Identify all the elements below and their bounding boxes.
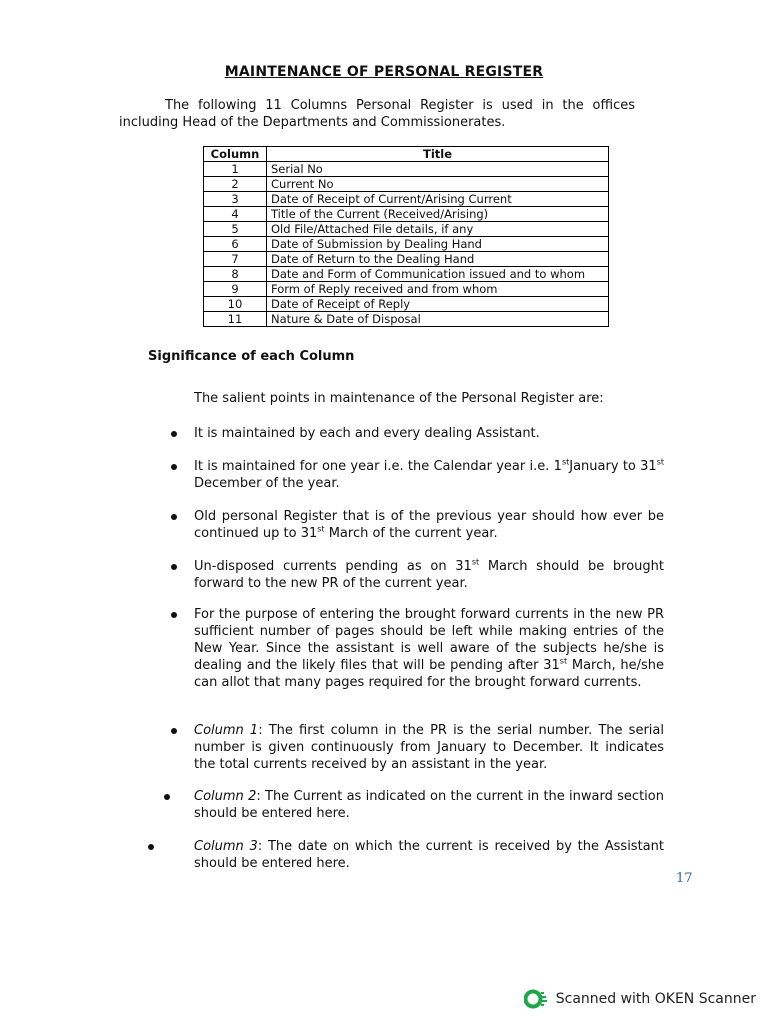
- bullet-text: It is maintained for one year i.e. the Calendar year i.e. 1: [194, 459, 562, 474]
- scanner-watermark: [524, 988, 756, 1010]
- superscript: st: [561, 457, 570, 467]
- column-label: Column 2: [194, 789, 257, 804]
- column-number: 8: [204, 267, 267, 282]
- bullet-text: Old personal Register that is of the previous year should how ever be continued up to 31: [194, 509, 664, 541]
- column-label: Column 3: [194, 839, 258, 854]
- column-title: Date of Return to the Dealing Hand: [267, 252, 609, 267]
- column-number: 4: [204, 207, 267, 222]
- bullet-text: : The date on which the current is received by the Assistant should be entered here.: [194, 839, 664, 871]
- superscript: st: [471, 557, 480, 567]
- column-number: 1: [204, 162, 267, 177]
- column-title: Serial No: [267, 162, 609, 177]
- bullet-text: It is maintained by each and every dealing Assistant.: [194, 426, 540, 441]
- bullet-dot: [171, 564, 177, 570]
- column-number: 7: [204, 252, 267, 267]
- column-number: 6: [204, 237, 267, 252]
- bullet-dot: [171, 464, 177, 470]
- bullet-item: [194, 838, 664, 872]
- column-title: Old File/Attached File details, if any: [267, 222, 609, 237]
- bullet-text: : The Current as indicated on the current in the inward section should be entered here.: [194, 789, 664, 821]
- superscript: st: [656, 457, 664, 467]
- bullet-item: [194, 425, 664, 442]
- scanner-text: Scanned with OKEN Scanner: [555, 991, 756, 1007]
- bullet-item: [194, 458, 664, 492]
- column-title: Date and Form of Communication issued and to whom: [267, 267, 609, 282]
- table-header-row: [204, 147, 609, 162]
- bullet-text: March of the current year.: [324, 526, 498, 541]
- bullet-dot: [171, 612, 177, 618]
- bullet-item: [194, 788, 664, 822]
- table-row: [204, 192, 609, 207]
- bullet-item: [194, 722, 664, 773]
- register-columns-table: [203, 146, 609, 327]
- bullet-dot: [171, 514, 177, 520]
- table-row: [204, 222, 609, 237]
- table-row: [204, 177, 609, 192]
- page-number: 17: [676, 871, 693, 886]
- bullet-text: March should be brought forward to the new PR of the current year.: [194, 559, 664, 591]
- superscript: st: [317, 524, 325, 534]
- column-title: Date of Receipt of Current/Arising Current: [267, 192, 609, 207]
- bullet-text: Un-disposed currents pending as on 31: [194, 559, 472, 574]
- lead-sentence: The salient points in maintenance of the Personal Register are:: [194, 391, 604, 406]
- superscript: st: [559, 656, 568, 666]
- section-heading: Significance of each Column: [148, 349, 355, 364]
- column-number: 9: [204, 282, 267, 297]
- bullet-dot: [171, 431, 177, 437]
- bullet-dot: [171, 728, 177, 734]
- title-header: Title: [267, 147, 609, 162]
- bullet-text: March, he/she can allot that many pages required for the brought forward currents.: [194, 658, 665, 690]
- bullet-text: January to 31: [569, 459, 657, 474]
- column-number: 10: [204, 297, 267, 312]
- page-title: MAINTENANCE OF PERSONAL REGISTER: [224, 64, 544, 80]
- column-title: Current No: [267, 177, 609, 192]
- column-number: 2: [204, 177, 267, 192]
- table-row: [204, 207, 609, 222]
- bullet-item: [194, 558, 664, 592]
- table-row: [204, 267, 609, 282]
- bullet-text: For the purpose of entering the brought forward currents in the new PR sufficient number of pages should be left while making entries of the New Year. Since the assistant is well aware of the subjects he/she is dealing and the likely files that will be pending after 31: [194, 607, 664, 673]
- column-header: Column: [204, 147, 267, 162]
- column-title: Title of the Current (Received/Arising): [267, 207, 609, 222]
- column-number: 3: [204, 192, 267, 207]
- column-number: 11: [204, 312, 267, 327]
- intro-paragraph: The following 11 Columns Personal Register is used in the offices including Head of the Departments and Commissionerates.: [119, 98, 635, 130]
- bullet-text: : The first column in the PR is the serial number. The serial number is given continuously from January to December. It indicates the total currents received by an assistant in the year.: [194, 723, 664, 772]
- table-row: [204, 162, 609, 177]
- table-row: [204, 252, 609, 267]
- bullet-item: [194, 606, 664, 691]
- bullet-dot: [148, 844, 154, 850]
- table-row: [204, 237, 609, 252]
- column-title: Nature & Date of Disposal: [267, 312, 609, 327]
- bullet-text: December of the year.: [194, 476, 340, 491]
- table-row: [204, 282, 609, 297]
- column-number: 5: [204, 222, 267, 237]
- column-title: Form of Reply received and from whom: [267, 282, 609, 297]
- table-row: [204, 312, 609, 327]
- table-row: [204, 297, 609, 312]
- bullet-item: [194, 508, 664, 542]
- oken-logo-icon: [524, 988, 550, 1010]
- column-title: Date of Submission by Dealing Hand: [267, 237, 609, 252]
- column-title: Date of Receipt of Reply: [267, 297, 609, 312]
- bullet-dot: [164, 794, 170, 800]
- column-label: Column 1: [194, 723, 259, 738]
